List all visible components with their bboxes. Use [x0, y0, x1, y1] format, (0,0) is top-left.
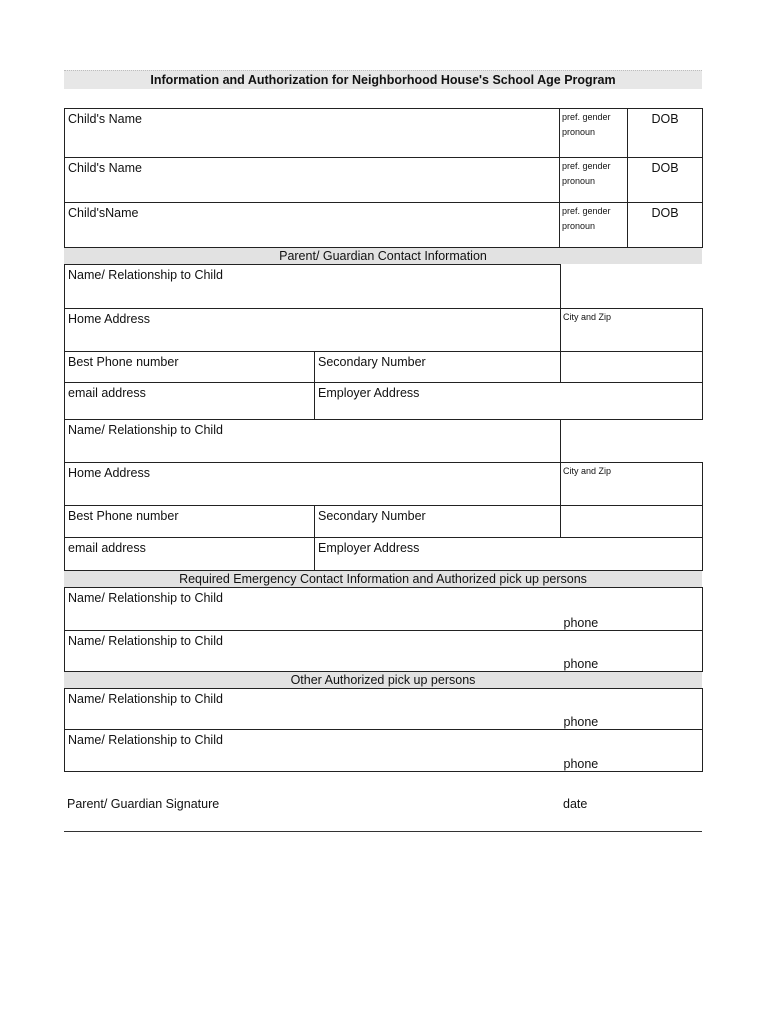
child-1-gender-field[interactable]: pref. gender pronoun — [560, 109, 628, 158]
guardian-1-email-field[interactable]: email address — [65, 383, 315, 420]
guardian-2-city-zip-field[interactable]: City and Zip — [561, 462, 703, 505]
emergency-section-heading: Required Emergency Contact Information and Authorized pick up persons — [64, 571, 702, 587]
emergency-1-phone-field[interactable]: phone — [561, 587, 703, 630]
pickup-2-name-field[interactable]: Name/ Relationship to Child — [65, 729, 561, 771]
date-label: date — [563, 797, 588, 811]
guardian-1-table — [64, 264, 703, 420]
emergency-1-name-field[interactable]: Name/ Relationship to Child — [65, 587, 561, 630]
guardian-2-employer-field[interactable]: Employer Address — [315, 537, 703, 570]
guardian-1-secondary-field[interactable]: Secondary Number — [315, 352, 561, 383]
guardian-1-city-zip-field[interactable]: City and Zip — [561, 309, 703, 352]
authorization-form — [64, 70, 702, 772]
guardian-1-employer-field[interactable]: Employer Address — [315, 383, 703, 420]
children-table — [64, 108, 703, 248]
emergency-2-name-field[interactable]: Name/ Relationship to Child — [65, 630, 561, 671]
child-3-dob-field[interactable]: DOB — [628, 203, 703, 248]
child-1-name-field[interactable]: Child's Name — [65, 109, 560, 158]
guardian-1-best-phone-field[interactable]: Best Phone number — [65, 352, 315, 383]
pickup-1-phone-field[interactable]: phone — [561, 688, 703, 729]
form-title: Information and Authorization for Neighborhood House's School Age Program — [64, 70, 702, 89]
emergency-2-phone-field[interactable]: phone — [561, 630, 703, 671]
guardian-2-home-address-field[interactable]: Home Address — [65, 462, 561, 505]
guardian-1-name-field[interactable]: Name/ Relationship to Child — [65, 265, 561, 309]
guardian-2-table — [64, 420, 703, 571]
pickup-section-heading: Other Authorized pick up persons — [64, 672, 702, 688]
signature-line[interactable] — [64, 795, 702, 832]
child-2-name-field[interactable]: Child's Name — [65, 158, 560, 203]
child-1-dob-field[interactable]: DOB — [628, 109, 703, 158]
child-2-dob-field[interactable]: DOB — [628, 158, 703, 203]
guardian-2-name-field[interactable]: Name/ Relationship to Child — [65, 420, 561, 462]
pickup-2-phone-field[interactable]: phone — [561, 729, 703, 771]
guardian-2-best-phone-field[interactable]: Best Phone number — [65, 505, 315, 537]
guardian-2-secondary-field[interactable]: Secondary Number — [315, 505, 561, 537]
guardian-1-home-address-field[interactable]: Home Address — [65, 309, 561, 352]
pickup-1-name-field[interactable]: Name/ Relationship to Child — [65, 688, 561, 729]
parent-section-heading: Parent/ Guardian Contact Information — [64, 248, 702, 264]
child-3-name-field[interactable]: Child'sName — [65, 203, 560, 248]
child-3-gender-field[interactable]: pref. gender pronoun — [560, 203, 628, 248]
pickup-table — [64, 688, 703, 772]
signature-label: Parent/ Guardian Signature — [67, 797, 220, 811]
guardian-2-email-field[interactable]: email address — [65, 537, 315, 570]
emergency-table — [64, 587, 703, 672]
child-2-gender-field[interactable]: pref. gender pronoun — [560, 158, 628, 203]
